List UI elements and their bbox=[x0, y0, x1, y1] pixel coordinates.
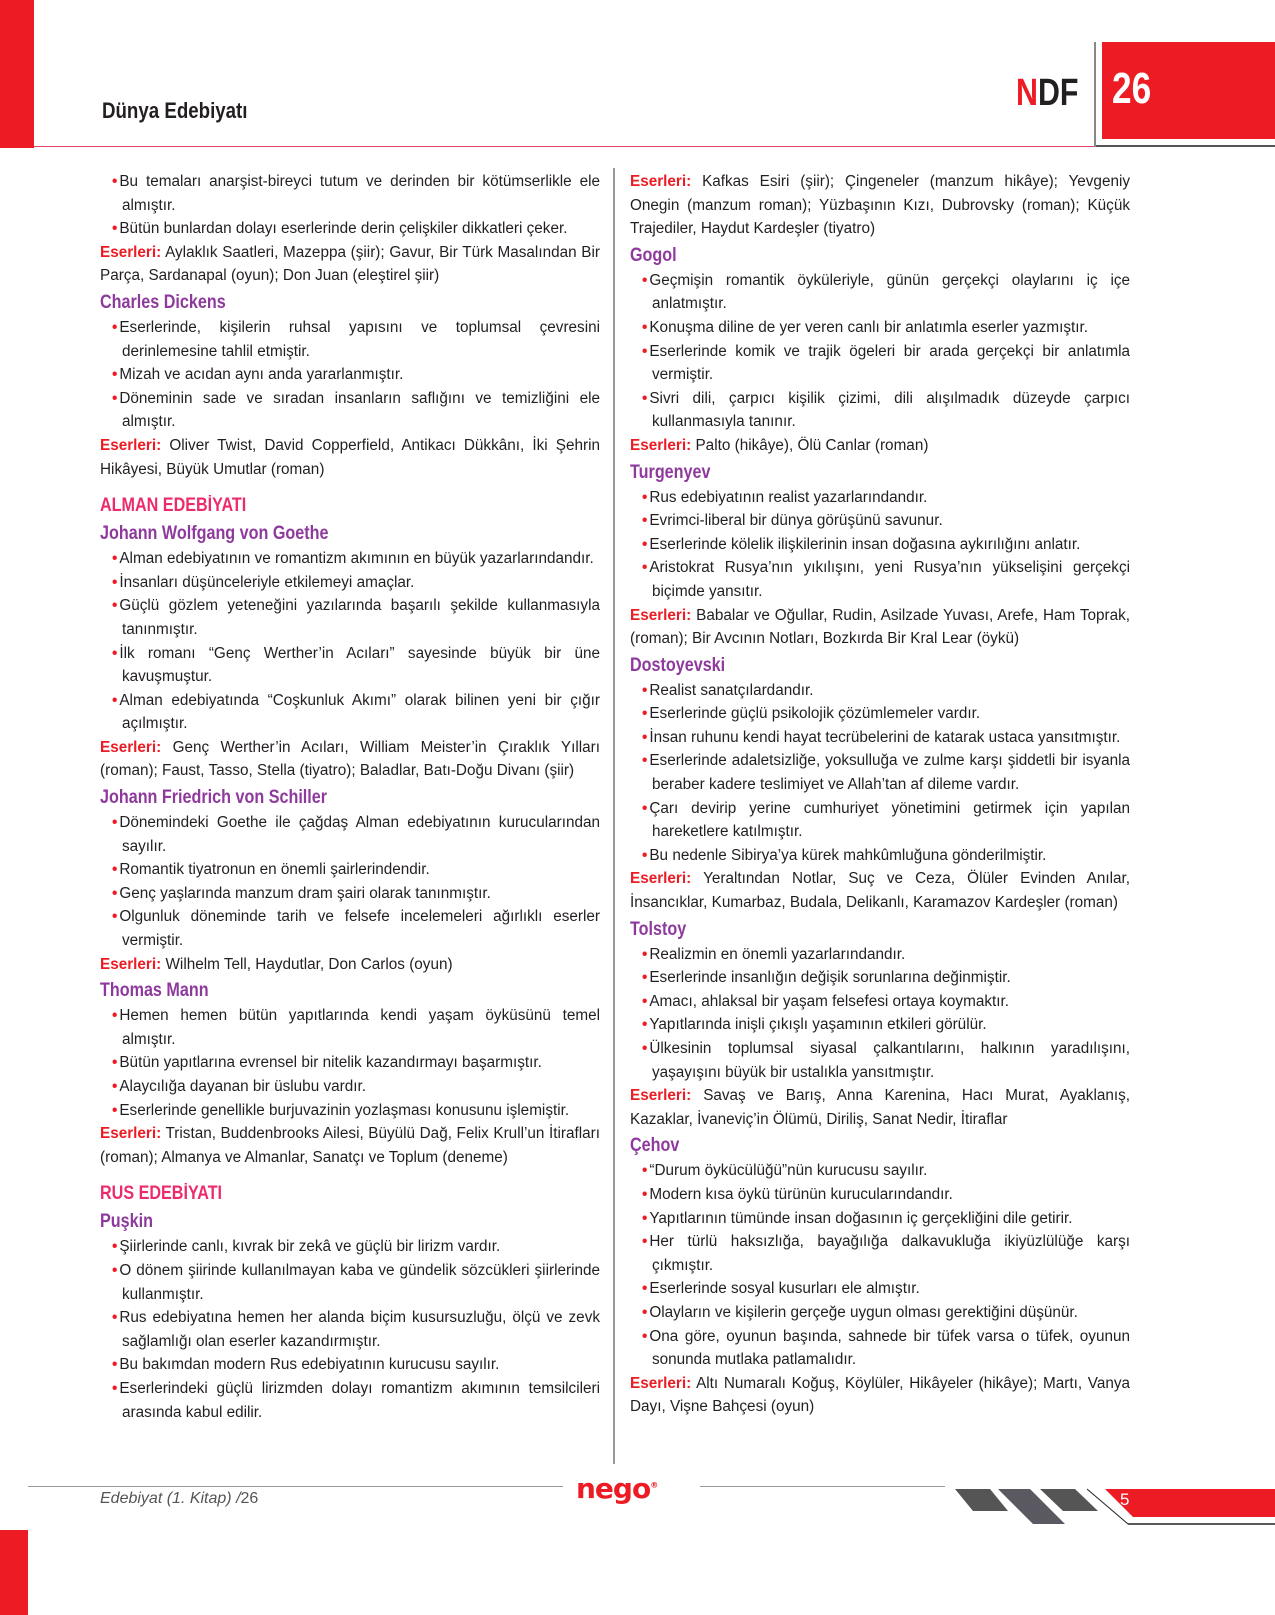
bullet-icon: • bbox=[642, 969, 648, 987]
bullet-item bbox=[112, 1353, 600, 1377]
bullet-icon: • bbox=[642, 992, 648, 1010]
bullet-text: Bu bakımdan modern Rus edebiyatının kurucusu sayılır. bbox=[119, 1356, 500, 1374]
bullet-item bbox=[112, 1306, 600, 1353]
bullet-icon: • bbox=[642, 681, 648, 699]
bullet-icon: • bbox=[112, 644, 118, 662]
page-header-title: Dünya Edebiyatı bbox=[102, 98, 248, 123]
bullet-icon: • bbox=[642, 1162, 648, 1180]
bullet-icon: • bbox=[112, 814, 118, 832]
bullet-text: Eserlerinde, kişilerin ruhsal yapısını ve toplumsal çevresini derinlemesine tahlil etmiştir. bbox=[119, 318, 600, 360]
works-label: Eserleri: bbox=[630, 1374, 692, 1392]
bullet-text: Döneminin sade ve sıradan insanların saflığını ve temizliğini ele almıştır. bbox=[119, 389, 600, 431]
bullet-item bbox=[112, 858, 600, 882]
bullet-text: Eserlerinde kölelik ilişkilerinin insan doğasına aykırılığını anlatır. bbox=[649, 535, 1081, 553]
bullet-text: Alaycılığa dayanan bir üslubu vardır. bbox=[119, 1078, 366, 1095]
works-paragraph bbox=[630, 1084, 1130, 1131]
bullet-icon: • bbox=[112, 366, 118, 384]
bullet-text: Modern kısa öykü türünün kurucularındandır. bbox=[649, 1185, 953, 1203]
bullet-text: O dönem şiirinde kullanılmayan kaba ve gündelik sözcükleri şiirlerinde kullanmıştır. bbox=[119, 1261, 600, 1303]
author-heading-cehov: Çehov bbox=[630, 1135, 680, 1157]
works-label: Eserleri: bbox=[630, 1087, 692, 1105]
bullet-text: Eserlerinde sosyal kusurları ele almıştır. bbox=[649, 1280, 920, 1298]
unit-number-box bbox=[1102, 42, 1275, 139]
bullet-item bbox=[642, 486, 1130, 510]
bullet-text: Alman edebiyatında “Coşkunluk Akımı” olarak bilinen yeni bir çığır açılmıştır. bbox=[119, 691, 600, 733]
footer-book-ref bbox=[100, 1490, 258, 1508]
bullet-icon: • bbox=[642, 799, 648, 817]
bullet-icon: • bbox=[642, 389, 648, 407]
bullet-item bbox=[642, 1037, 1130, 1084]
bullet-icon: • bbox=[642, 1280, 648, 1298]
works-paragraph bbox=[100, 953, 600, 977]
bullet-item bbox=[112, 882, 600, 906]
brand-n: N bbox=[1016, 72, 1038, 114]
bullet-text: Rus edebiyatına hemen her alanda biçim kusursuzluğu, ölçü ve zevk sağlamlığı olan eserler kazandırmıştır. bbox=[119, 1309, 600, 1350]
works-text: Genç Werther’in Acıları, William Meister’in Çıraklık Yılları (roman); Faust, Tasso, Stella (tiyatro); Baladlar, Batı-Doğu Divanı (şiir) bbox=[100, 738, 600, 780]
bullet-text: Konuşma diline de yer veren canlı bir anlatımla eserler yazmıştır. bbox=[649, 318, 1089, 336]
publisher-logo-text: nego bbox=[576, 1472, 651, 1505]
bullet-item bbox=[642, 340, 1130, 387]
bullet-text: Realist sanatçılardandır. bbox=[649, 681, 814, 699]
bullet-text: Hemen hemen bütün yapıtlarında kendi yaşam öyküsünü temel almıştır. bbox=[119, 1007, 600, 1048]
bullet-text: Rus edebiyatının realist yazarlarındandır. bbox=[649, 488, 928, 506]
works-paragraph bbox=[630, 867, 1130, 914]
bullet-item bbox=[642, 1183, 1130, 1207]
bullet-text: Eserlerinde güçlü psikolojik çözümlemeler vardır. bbox=[649, 705, 981, 723]
bullet-item bbox=[112, 642, 600, 689]
footer-accent-bar bbox=[0, 1530, 28, 1615]
bullet-item bbox=[112, 1099, 600, 1123]
bullet-text: Mizah ve acıdan aynı anda yararlanmıştır. bbox=[119, 366, 404, 384]
author-heading-tolstoy: Tolstoy bbox=[630, 918, 687, 940]
bullet-icon: • bbox=[112, 220, 118, 238]
bullet-icon: • bbox=[112, 597, 118, 615]
bullet-item bbox=[642, 966, 1130, 990]
bullet-icon: • bbox=[112, 691, 118, 709]
bullet-item bbox=[642, 990, 1130, 1014]
bullet-item bbox=[642, 726, 1130, 750]
bullet-item bbox=[112, 547, 600, 571]
bullet-text: Şiirlerinde canlı, kıvrak bir zekâ ve güçlü bir lirizm vardır. bbox=[119, 1238, 501, 1256]
works-text: Oliver Twist, David Copperfield, Antikacı Dükkânı, İki Şehrin Hikâyesi, Büyük Umutlar (roman) bbox=[100, 436, 600, 478]
works-label: Eserleri: bbox=[630, 870, 692, 888]
footer-book-page: 26 bbox=[240, 1490, 259, 1507]
bullet-item bbox=[112, 387, 600, 434]
bullet-icon: • bbox=[642, 559, 648, 577]
bullet-icon: • bbox=[642, 1327, 648, 1345]
header-separator bbox=[1094, 42, 1096, 147]
bullet-icon: • bbox=[112, 318, 118, 336]
bullet-icon: • bbox=[642, 752, 648, 770]
works-text: Altı Numaralı Koğuş, Köylüler, Hikâyeler (hikâye); Martı, Vanya Dayı, Vişne Bahçesi (oyun) bbox=[630, 1374, 1131, 1416]
works-paragraph bbox=[630, 434, 1130, 458]
bullet-icon: • bbox=[112, 1238, 118, 1256]
bullet-item bbox=[112, 1075, 600, 1099]
bullet-icon: • bbox=[642, 271, 648, 289]
section-heading-russian: RUS EDEBİYATI bbox=[100, 1183, 223, 1205]
right-column bbox=[630, 170, 1130, 1419]
author-heading-goethe: Johann Wolfgang von Goethe bbox=[100, 523, 329, 545]
bullet-icon: • bbox=[112, 884, 118, 902]
bullet-item bbox=[642, 1230, 1130, 1277]
author-heading-mann: Thomas Mann bbox=[100, 980, 209, 1002]
bullet-icon: • bbox=[642, 728, 648, 746]
author-heading-dickens: Charles Dickens bbox=[100, 291, 226, 313]
bullet-icon: • bbox=[642, 1303, 648, 1321]
bullet-item bbox=[112, 1377, 600, 1424]
bullet-text: Olgunluk döneminde tarih ve felsefe incelemeleri ağırlıklı eserler vermiştir. bbox=[119, 908, 600, 950]
bullet-icon: • bbox=[642, 846, 648, 864]
bullet-text: Bütün bunlardan dolayı eserlerinde derin çelişkiler dikkatleri çeker. bbox=[119, 220, 568, 238]
bullet-text: Eserlerindeki güçlü lirizmden dolayı romantizm akımının temsilcileri arasında kabul edilir. bbox=[119, 1379, 600, 1421]
bullet-item bbox=[642, 1277, 1130, 1301]
bullet-icon: • bbox=[112, 1101, 118, 1119]
bullet-icon: • bbox=[112, 1309, 118, 1327]
works-text: Kafkas Esiri (şiir); Çingeneler (manzum hikâye); Yevgeniy Onegin (manzum roman); Yüzbaşının Kızı, Dubrovsky (roman); Küçük Trajediler, Haydut Kardeşler (tiyatro) bbox=[630, 173, 1131, 238]
bullet-text: “Durum öykücülüğü”nün kurucusu sayılır. bbox=[649, 1162, 928, 1180]
section-heading-german: ALMAN EDEBİYATI bbox=[100, 495, 247, 517]
bullet-text: Eserlerinde adaletsizliğe, yoksulluğa ve zulme karşı şiddetli bir isyanla beraber kadere teslimiyet ve Allah’tan af dileme vardır. bbox=[649, 752, 1130, 794]
page-number: 5 bbox=[1120, 1490, 1130, 1509]
bullet-icon: • bbox=[112, 861, 118, 879]
footer-book-title: Edebiyat (1. Kitap) / bbox=[100, 1490, 241, 1507]
bullet-icon: • bbox=[112, 1054, 118, 1072]
bullet-item bbox=[112, 689, 600, 736]
author-heading-turgenyev: Turgenyev bbox=[630, 461, 711, 483]
author-heading-schiller: Johann Friedrich von Schiller bbox=[100, 787, 328, 809]
column-divider bbox=[613, 168, 615, 1464]
bullet-text: Sivri dili, çarpıcı kişilik çizimi, dili alışılmadık düzeyde çarpıcı kullanmasıyla tanınır. bbox=[649, 389, 1130, 431]
bullet-item bbox=[642, 556, 1130, 603]
bullet-icon: • bbox=[112, 1078, 118, 1095]
unit-number: 26 bbox=[1112, 64, 1152, 113]
bullet-item bbox=[112, 571, 600, 595]
bullet-item bbox=[642, 797, 1130, 844]
bullet-icon: • bbox=[642, 1016, 648, 1034]
bullet-text: Genç yaşlarında manzum dram şairi olarak tanınmıştır. bbox=[119, 884, 491, 902]
bullet-text: Eserlerinde genellikle burjuvazinin yozlaşması konusunu işlemiştir. bbox=[119, 1101, 570, 1119]
bullet-icon: • bbox=[112, 573, 118, 591]
bullet-text: Çarı devirip yerine cumhuriyet yönetimini getirmek için yapılan hareketlere katılmıştır. bbox=[649, 799, 1130, 841]
author-heading-gogol: Gogol bbox=[630, 244, 677, 266]
bullet-icon: • bbox=[642, 342, 648, 360]
bullet-text: Yapıtlarında inişli çıkışlı yaşamının etkileri görülür. bbox=[649, 1016, 987, 1034]
bullet-icon: • bbox=[642, 1233, 648, 1251]
bullet-icon: • bbox=[112, 550, 118, 568]
bullet-text: Geçmişin romantik öyküleriyle, günün gerçekçi olaylarını iç içe anlatmıştır. bbox=[649, 271, 1130, 313]
works-paragraph bbox=[100, 736, 600, 783]
works-label: Eserleri: bbox=[630, 436, 692, 454]
bullet-text: Olayların ve kişilerin gerçeğe uygun olması gerektiğini düşünür. bbox=[649, 1303, 1078, 1321]
publisher-logo: nego® bbox=[576, 1472, 658, 1505]
works-label: Eserleri: bbox=[630, 173, 692, 190]
header-accent-bar bbox=[0, 0, 34, 148]
works-text: Savaş ve Barış, Anna Karenina, Hacı Murat, Ayaklanış, Kazaklar, İvaneviç’in Ölümü, Diriliş, Sanat Nedir, İtiraflar bbox=[630, 1087, 1131, 1128]
brand-logo bbox=[1016, 72, 1078, 115]
bullet-item bbox=[642, 387, 1130, 434]
bullet-text: Eserlerinde insanlığın değişik sorunlarına değinmiştir. bbox=[649, 969, 1011, 987]
bullet-item bbox=[112, 905, 600, 952]
unit-number-underline bbox=[1096, 145, 1275, 147]
author-heading-puskin: Puşkin bbox=[100, 1211, 153, 1233]
works-text: Aylaklık Saatleri, Mazeppa (şiir); Gavur, Bir Türk Masalından Bir Parça, Sardanapal (oyun); Don Juan (eleştirel şiir) bbox=[100, 243, 600, 285]
footer-divider-right bbox=[700, 1486, 945, 1487]
works-label: Eserleri: bbox=[100, 436, 162, 454]
bullet-text: Amacı, ahlaksal bir yaşam felsefesi ortaya koymaktır. bbox=[649, 992, 1009, 1010]
bullet-text: İlk romanı “Genç Werther’in Acıları” sayesinde büyük bir üne kavuşmuştur. bbox=[119, 644, 600, 686]
bullet-item bbox=[642, 943, 1130, 967]
works-label: Eserleri: bbox=[100, 243, 162, 261]
bullet-item bbox=[112, 1051, 600, 1075]
bullet-text: Evrimci-liberal bir dünya görüşünü savunur. bbox=[649, 512, 943, 530]
bullet-text: Güçlü gözlem yeteneğini yazılarında başarılı şekilde kullanmasıyla tanınmıştır. bbox=[119, 597, 600, 638]
works-text: Babalar ve Oğullar, Rudin, Asilzade Yuvası, Arefe, Ham Toprak, (roman); Bir Avcının Notları, Bozkırda Bir Kral Lear (öykü) bbox=[630, 606, 1131, 648]
bullet-text: Aristokrat Rusya’nın yıkılışını, yeni Rusya’nın yükselişini gerçekçi biçimde yansıtır. bbox=[649, 559, 1130, 600]
bullet-text: Alman edebiyatının ve romantizm akımının en büyük yazarlarındandır. bbox=[119, 550, 594, 568]
bullet-item bbox=[112, 1259, 600, 1306]
bullet-icon: • bbox=[112, 1261, 118, 1279]
bullet-item bbox=[112, 170, 600, 217]
bullet-item bbox=[642, 1325, 1130, 1372]
bullet-item bbox=[642, 702, 1130, 726]
bullet-item bbox=[112, 316, 600, 363]
bullet-text: Ona göre, oyunun başında, sahnede bir tüfek varsa o tüfek, oyunun sonunda mutlaka patlamalıdır. bbox=[649, 1327, 1130, 1369]
bullet-text: Bütün yapıtlarına evrensel bir nitelik kazandırmayı başarmıştır. bbox=[119, 1054, 542, 1072]
works-text: Yeraltından Notlar, Suç ve Ceza, Ölüler Evinden Anılar, İnsancıklar, Kumarbaz, Budala, Delikanlı, Karamazov Kardeşler (roman) bbox=[630, 870, 1130, 912]
bullet-icon: • bbox=[112, 908, 118, 926]
works-text: Palto (hikâye), Ölü Canlar (roman) bbox=[695, 436, 929, 454]
footer-divider-left bbox=[28, 1486, 563, 1487]
bullet-icon: • bbox=[642, 535, 648, 553]
bullet-item bbox=[642, 269, 1130, 316]
works-label: Eserleri: bbox=[100, 738, 162, 756]
bullet-icon: • bbox=[112, 1007, 118, 1025]
bullet-text: Eserlerinde komik ve trajik ögeleri bir arada gerçekçi bir anlatımla vermiştir. bbox=[649, 342, 1130, 384]
author-heading-dostoyevski: Dostoyevski bbox=[630, 654, 726, 676]
bullet-text: Ülkesinin toplumsal siyasal çalkantılarını, halkının yaradılışını, yaşayışını büyük bir ustalıkla yansıtmıştır. bbox=[649, 1040, 1130, 1081]
bullet-icon: • bbox=[112, 1356, 118, 1374]
bullet-text: Her türlü haksızlığa, bayağılığa dalkavukluğa ikiyüzlülüğe karşı çıkmıştır. bbox=[649, 1233, 1130, 1274]
bullet-icon: • bbox=[112, 389, 118, 407]
bullet-item bbox=[112, 594, 600, 641]
works-label: Eserleri: bbox=[100, 955, 162, 973]
bullet-text: Bu nedenle Sibirya’ya kürek mahkûmluğuna gönderilmiştir. bbox=[649, 846, 1047, 864]
bullet-item bbox=[642, 509, 1130, 533]
bullet-icon: • bbox=[642, 945, 648, 963]
left-column bbox=[100, 170, 600, 1424]
works-label: Eserleri: bbox=[100, 1125, 162, 1143]
bullet-icon: • bbox=[642, 1185, 648, 1203]
works-paragraph bbox=[100, 1122, 600, 1169]
works-paragraph bbox=[630, 604, 1130, 651]
bullet-text: Yapıtlarının tümünde insan doğasının iç gerçekliğini dile getirir. bbox=[649, 1209, 1073, 1227]
bullet-icon: • bbox=[112, 1379, 118, 1397]
works-paragraph bbox=[100, 434, 600, 481]
works-label: Eserleri: bbox=[630, 606, 692, 624]
bullet-icon: • bbox=[642, 318, 648, 336]
bullet-text: İnsan ruhunu kendi hayat tecrübelerini de katarak ustaca yansıtmıştır. bbox=[649, 728, 1121, 746]
works-text: Wilhelm Tell, Haydutlar, Don Carlos (oyun) bbox=[165, 955, 453, 973]
bullet-icon: • bbox=[642, 705, 648, 723]
bullet-item bbox=[112, 363, 600, 387]
bullet-icon: • bbox=[642, 512, 648, 530]
bullet-item bbox=[642, 316, 1130, 340]
works-paragraph bbox=[630, 170, 1130, 241]
bullet-text: Dönemindeki Goethe ile çağdaş Alman edebiyatının kurucularından sayılır. bbox=[119, 814, 600, 855]
bullet-icon: • bbox=[112, 173, 118, 190]
bullet-item bbox=[642, 533, 1130, 557]
header-divider bbox=[34, 146, 1094, 147]
bullet-icon: • bbox=[642, 488, 648, 506]
bullet-item bbox=[112, 217, 600, 241]
bullet-item bbox=[642, 1013, 1130, 1037]
bullet-icon: • bbox=[642, 1040, 648, 1057]
bullet-text: Realizmin en önemli yazarlarındandır. bbox=[649, 945, 906, 963]
bullet-item bbox=[642, 679, 1130, 703]
bullet-text: İnsanları düşünceleriyle etkilemeyi amaçlar. bbox=[119, 573, 415, 591]
works-paragraph bbox=[630, 1372, 1130, 1419]
works-paragraph bbox=[100, 241, 600, 288]
bullet-item bbox=[112, 1004, 600, 1051]
bullet-text: Romantik tiyatronun en önemli şairlerindendir. bbox=[119, 861, 430, 879]
bullet-item bbox=[642, 749, 1130, 796]
bullet-item bbox=[112, 811, 600, 858]
bullet-item bbox=[642, 1207, 1130, 1231]
bullet-item bbox=[642, 1159, 1130, 1183]
works-text: Tristan, Buddenbrooks Ailesi, Büyülü Dağ, Felix Krull’un İtirafları (roman); Almanya ve Almanlar, Sanatçı ve Toplum (deneme) bbox=[100, 1125, 600, 1166]
bullet-text: Bu temaları anarşist-bireyci tutum ve derinden bir kötümserlikle ele almıştır. bbox=[119, 173, 600, 214]
bullet-icon: • bbox=[642, 1209, 648, 1227]
bullet-item bbox=[112, 1235, 600, 1259]
bullet-item bbox=[642, 1301, 1130, 1325]
decorative-stripes-icon bbox=[950, 1483, 1275, 1533]
brand-df: DF bbox=[1037, 72, 1079, 114]
bullet-item bbox=[642, 844, 1130, 868]
